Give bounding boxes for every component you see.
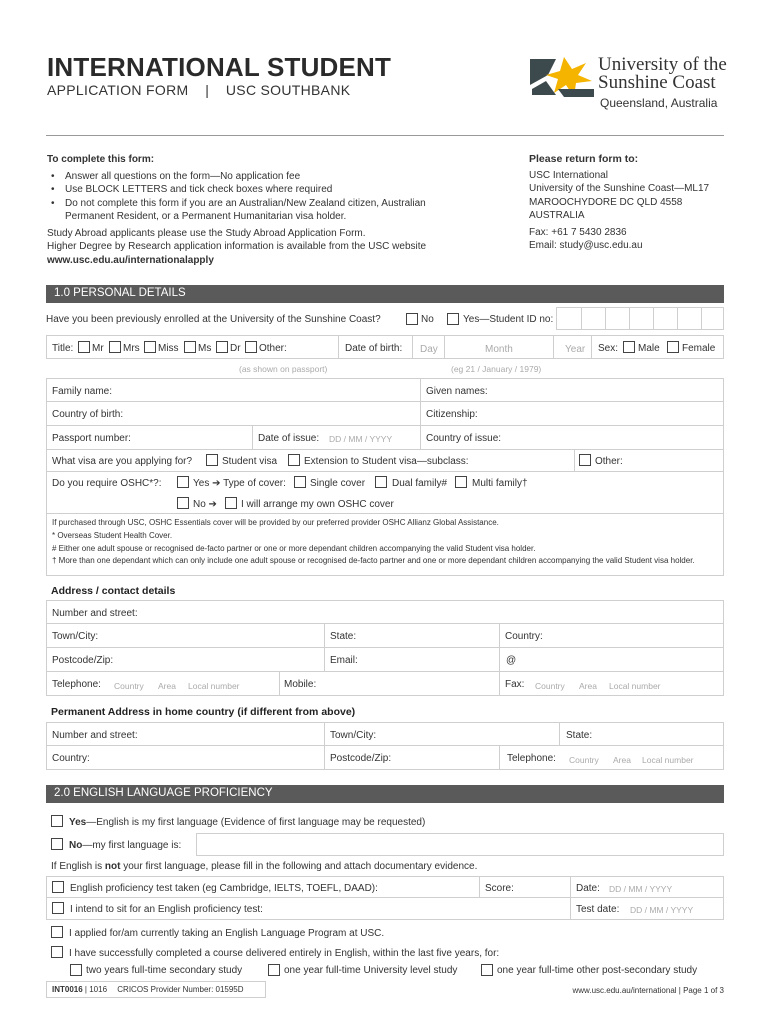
- oshc-row: [46, 472, 724, 514]
- sex-male-label: Male: [638, 343, 660, 354]
- hdr-note: Higher Degree by Research application information is available from the USC website: [47, 241, 427, 252]
- return-heading: Please return form to:: [529, 153, 639, 165]
- english-no-bold: No: [69, 840, 83, 851]
- english-intend-label: I intend to sit for an English proficiency test:: [70, 904, 263, 915]
- address-state-field[interactable]: State:: [330, 631, 357, 642]
- instructions-heading: To complete this form:: [47, 154, 155, 165]
- prev-yes-checkbox[interactable]: [447, 313, 459, 325]
- note-pre: If English is: [51, 861, 105, 872]
- form-code: INT0016: [52, 985, 83, 994]
- english-yes-row: [46, 812, 724, 834]
- form-subtitle: APPLICATION FORM | USC SOUTHBANK: [47, 82, 351, 98]
- visa-extension-checkbox[interactable]: [288, 454, 300, 466]
- dob-year-input[interactable]: Year: [565, 344, 586, 355]
- oshc-note: If purchased through USC, OSHC Essentials cover will be provided by our preferred provider OSHC Allianz Global Assistance.: [52, 518, 499, 527]
- fax-label: Fax:: [505, 679, 525, 690]
- english-program-checkbox[interactable]: [51, 926, 63, 938]
- instruction-item: • Use BLOCK LETTERS and tick check boxes where required: [47, 183, 477, 197]
- telephone-country-input[interactable]: Country: [114, 681, 144, 691]
- oshc-multi-label: Multi family†: [472, 478, 528, 489]
- one-year-university-label: one year full-time University level study: [284, 965, 458, 976]
- dob-label: Date of birth:: [345, 343, 403, 354]
- test-date-label: Date:: [576, 883, 600, 894]
- visa-row: [46, 450, 724, 472]
- oshc-no-label: No ➔: [193, 499, 217, 510]
- note-post: your first language, please fill in the following and attach documentary evidence.: [120, 861, 478, 872]
- return-fax: Fax: +61 7 5430 2836: [529, 226, 627, 238]
- return-line: University of the Sunshine Coast—ML17: [529, 183, 710, 194]
- english-yes-checkbox[interactable]: [51, 815, 63, 827]
- oshc-yes-label: Yes ➔ Type of cover:: [193, 478, 286, 489]
- previous-enrolment-row: [46, 305, 724, 331]
- section-english-proficiency-header: 2.0 ENGLISH LANGUAGE PROFICIENCY: [46, 785, 724, 803]
- visa-other-checkbox[interactable]: [579, 454, 591, 466]
- address-street-field[interactable]: Number and street:: [52, 608, 138, 619]
- cricos-number: CRICOS Provider Number: 01595D: [117, 985, 244, 994]
- planned-test-date-input[interactable]: DD / MM / YYYY: [630, 905, 694, 915]
- title-ms-checkbox[interactable]: [184, 341, 196, 353]
- english-program-label: I applied for/am currently taking an English Language Program at USC.: [69, 928, 385, 939]
- fax-area-input[interactable]: Area: [579, 681, 597, 691]
- sex-male-checkbox[interactable]: [623, 341, 635, 353]
- instructions-block: [47, 153, 477, 267]
- name-row: [46, 378, 724, 402]
- perm-country-field[interactable]: Country:: [52, 753, 90, 764]
- apply-link[interactable]: www.usc.edu.au/internationalapply: [47, 254, 214, 266]
- title-mrs-checkbox[interactable]: [109, 341, 121, 353]
- address-town-row: [46, 624, 724, 648]
- english-program-row: [46, 924, 724, 942]
- english-course-row: [46, 944, 724, 962]
- perm-telephone-area-input[interactable]: Area: [613, 755, 631, 765]
- first-language-input[interactable]: [196, 833, 724, 856]
- oshc-question: Do you require OSHC*?:: [52, 478, 162, 489]
- english-intend-row: [46, 898, 724, 920]
- english-course-label: I have successfully completed a course delivered entirely in English, within the last five years, for:: [69, 948, 500, 959]
- header-divider: [46, 135, 724, 136]
- one-year-university-checkbox[interactable]: [268, 964, 280, 976]
- email-domain-input[interactable]: @: [506, 655, 517, 666]
- title-other-checkbox[interactable]: [245, 341, 257, 353]
- visa-question: What visa are you applying for?: [52, 456, 193, 467]
- given-names-field[interactable]: Given names:: [426, 386, 488, 397]
- english-test-checkbox[interactable]: [52, 881, 64, 893]
- oshc-single-label: Single cover: [310, 478, 366, 489]
- title-dr-checkbox[interactable]: [216, 341, 228, 353]
- english-yes-text: —English is my first language (Evidence of first language may be requested): [86, 817, 426, 828]
- english-not-first-note: [51, 861, 477, 872]
- instructions-list: [47, 170, 477, 224]
- logo-text-sunshine-coast: Sunshine Coast: [598, 72, 716, 93]
- return-email[interactable]: Email: study@usc.edu.au: [529, 240, 643, 251]
- instruction-item: • Do not complete this form if you are an Australian/New Zealand citizen, Australian Permanent Resident, or a Permanent Humanitarian visa holder.: [47, 197, 477, 224]
- title-label: Title:: [52, 343, 74, 354]
- perm-state-field[interactable]: State:: [566, 730, 593, 741]
- oshc-notes: [46, 514, 724, 576]
- permanent-address-heading: Permanent Address in home country (if different from above): [51, 706, 356, 718]
- telephone-area-input[interactable]: Area: [158, 681, 176, 691]
- two-years-secondary-checkbox[interactable]: [70, 964, 82, 976]
- mobile-field[interactable]: Mobile:: [284, 679, 317, 690]
- oshc-own-checkbox[interactable]: [225, 497, 237, 509]
- email-label: Email:: [330, 655, 358, 666]
- oshc-no-checkbox[interactable]: [177, 497, 189, 509]
- planned-test-date-label: Test date:: [576, 904, 620, 915]
- section-personal-details-header: 1.0 PERSONAL DETAILS: [46, 285, 724, 303]
- address-country-field[interactable]: Country:: [505, 631, 543, 642]
- title-mr-label: Mr: [92, 343, 104, 354]
- title-other-label: Other:: [259, 343, 287, 354]
- test-date-input[interactable]: DD / MM / YYYY: [609, 884, 673, 894]
- one-year-post-secondary-label: one year full-time other post-secondary study: [497, 965, 698, 976]
- oshc-own-label: I will arrange my own OSHC cover: [241, 499, 394, 510]
- english-yes-bold: Yes: [69, 817, 87, 828]
- address-postcode-field[interactable]: Postcode/Zip:: [52, 655, 114, 666]
- prev-no-checkbox[interactable]: [406, 313, 418, 325]
- return-line: USC International: [529, 169, 608, 181]
- form-version: | 1016: [84, 985, 108, 994]
- prev-no-label: No: [421, 314, 434, 325]
- country-of-issue-field[interactable]: Country of issue:: [426, 433, 502, 444]
- oshc-dual-label: Dual family#: [392, 478, 448, 489]
- perm-postcode-field[interactable]: Postcode/Zip:: [330, 753, 392, 764]
- sex-female-label: Female: [682, 343, 716, 354]
- english-intend-checkbox[interactable]: [52, 902, 64, 914]
- oshc-note: * Overseas Student Health Cover.: [52, 530, 173, 540]
- perm-country-row: [46, 746, 724, 770]
- telephone-label: Telephone:: [52, 679, 101, 690]
- fax-country-input[interactable]: Country: [535, 681, 565, 691]
- form-title: INTERNATIONAL STUDENT: [47, 52, 392, 82]
- return-address-block: [529, 153, 729, 253]
- logo-text-university: University of the: [598, 54, 727, 75]
- oshc-note: † More than one dependant which can only include one adult spouse or recognised de-facto partner and one or more dependant children accompanying the valid Student visa holder.: [52, 556, 695, 566]
- score-field[interactable]: Score:: [485, 883, 514, 894]
- address-town-field[interactable]: Town/City:: [52, 631, 99, 642]
- oshc-dual-checkbox[interactable]: [375, 476, 387, 488]
- english-yes-label: [69, 817, 425, 828]
- two-years-secondary-label: two years full-time secondary study: [86, 965, 243, 976]
- visa-extension-label: Extension to Student visa—subclass:: [304, 456, 469, 467]
- oshc-note: # Either one adult spouse or recognised de-facto partner or one or more dependant children accompanying the valid Student visa holder.: [52, 543, 536, 553]
- sex-female-checkbox[interactable]: [667, 341, 679, 353]
- citizenship-field[interactable]: Citizenship:: [426, 409, 478, 420]
- country-of-birth-field[interactable]: Country of birth:: [52, 409, 124, 420]
- oshc-multi-checkbox[interactable]: [455, 476, 467, 488]
- title-miss-label: Miss: [158, 343, 179, 354]
- visa-other-label: Other:: [595, 456, 623, 467]
- prev-yes-label: Yes—Student ID no:: [463, 314, 554, 325]
- perm-telephone-country-input[interactable]: Country: [569, 755, 599, 765]
- form-code-box: [46, 981, 266, 998]
- passport-number-field[interactable]: Passport number:: [52, 433, 131, 444]
- usc-logo-icon: [528, 55, 594, 99]
- perm-telephone-local-input[interactable]: Local number: [642, 755, 694, 765]
- title-dob-row: [46, 335, 724, 359]
- title-mrs-label: Mrs: [123, 343, 140, 354]
- passport-row: [46, 426, 724, 450]
- birth-row: [46, 402, 724, 426]
- title-dr-label: Dr: [230, 343, 241, 354]
- oshc-single-checkbox[interactable]: [294, 476, 306, 488]
- return-line: AUSTRALIA: [529, 210, 585, 221]
- english-no-label: [69, 840, 181, 851]
- english-test-row: [46, 876, 724, 898]
- english-no-row: [46, 833, 724, 857]
- sex-label: Sex:: [598, 343, 619, 354]
- one-year-post-secondary-checkbox[interactable]: [481, 964, 493, 976]
- instruction-item: • Answer all questions on the form—No application fee: [47, 170, 477, 184]
- student-id-input[interactable]: [556, 307, 724, 330]
- address-street-row: [46, 600, 724, 624]
- oshc-yes-checkbox[interactable]: [177, 476, 189, 488]
- title-ms-label: Ms: [198, 343, 212, 354]
- previous-enrolment-question: Have you been previously enrolled at the University of the Sunshine Coast?: [46, 314, 381, 325]
- english-no-text: —my first language is:: [82, 840, 182, 851]
- family-name-field[interactable]: Family name:: [52, 386, 113, 397]
- study-abroad-note: Study Abroad applicants please use the Study Abroad Application Form.: [47, 227, 366, 239]
- title-mr-checkbox[interactable]: [78, 341, 90, 353]
- logo-text-location: Queensland, Australia: [600, 96, 718, 110]
- dob-day-input[interactable]: Day: [420, 344, 438, 355]
- visa-student-label: Student visa: [222, 456, 278, 467]
- perm-street-row: [46, 722, 724, 746]
- passport-hint: (as shown on passport): [239, 364, 328, 374]
- english-no-checkbox[interactable]: [51, 838, 63, 850]
- footer-page-info: www.usc.edu.au/international | Page 1 of 3: [572, 986, 724, 995]
- note-bold: not: [104, 861, 121, 872]
- title-miss-checkbox[interactable]: [144, 341, 156, 353]
- address-heading: Address / contact details: [51, 585, 176, 597]
- return-line: MAROOCHYDORE DC QLD 4558: [529, 196, 683, 208]
- fax-local-input[interactable]: Local number: [609, 681, 661, 691]
- date-of-issue-label: Date of issue:: [258, 433, 320, 444]
- telephone-local-input[interactable]: Local number: [188, 681, 240, 691]
- english-course-checkbox[interactable]: [51, 946, 63, 958]
- perm-telephone-label: Telephone:: [507, 753, 556, 764]
- date-of-issue-input[interactable]: DD / MM / YYYY: [329, 434, 393, 444]
- address-postcode-row: [46, 648, 724, 672]
- english-course-options: [46, 962, 724, 980]
- perm-town-field[interactable]: Town/City:: [330, 730, 377, 741]
- english-test-label: English proficiency test taken (eg Cambridge, IELTS, TOEFL, DAAD):: [70, 883, 378, 894]
- perm-street-field[interactable]: Number and street:: [52, 730, 138, 741]
- visa-student-checkbox[interactable]: [206, 454, 218, 466]
- dob-month-input[interactable]: Month: [485, 344, 513, 355]
- date-format-hint: (eg 21 / January / 1979): [451, 364, 542, 374]
- address-phone-row: [46, 672, 724, 696]
